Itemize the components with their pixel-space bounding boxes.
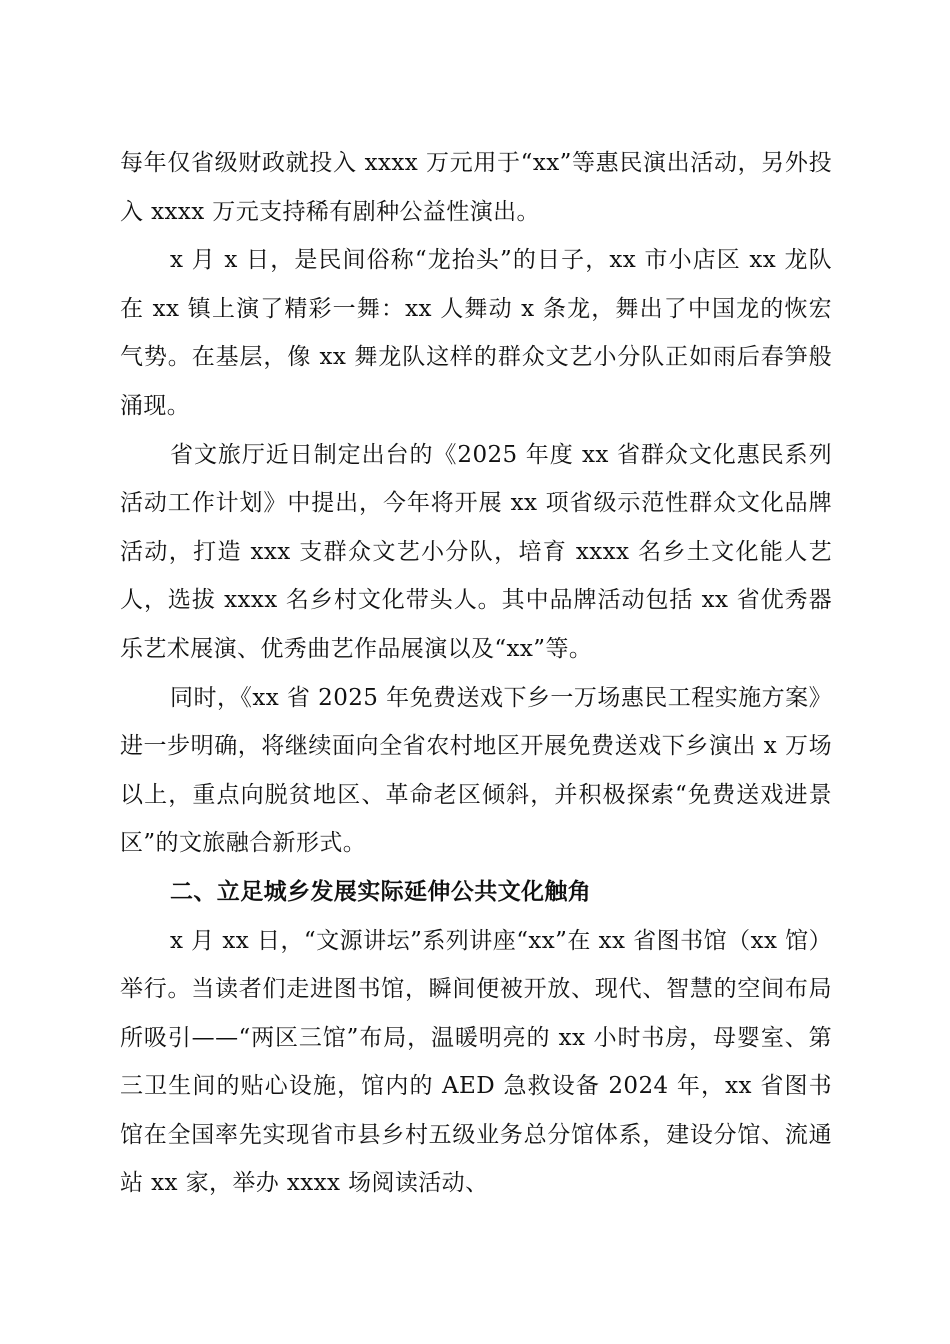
document-body [120,139,832,1208]
paragraph-library: x 月 xx 日，“文源讲坛”系列讲座“xx”在 xx 省图书馆（xx 馆）举行。当读者们走进图书馆，瞬间便被开放、现代、智慧的空间布局所吸引——“两区三馆”布局，温暖明亮的 xx 小时书房，母婴室、第三卫生间的贴心设施，馆内的 AED 急救设备 2024 年，xx 省图书馆在全国率先实现省市县乡村五级业务总分馆体系，建设分馆、流通站 xx 家，举办 xxxx 场阅读活动、 [120,927,832,1197]
section-heading: 二、立足城乡发展实际延伸公共文化触角 [170,878,592,905]
paragraph-dragon-dance: x 月 x 日，是民间俗称“龙抬头”的日子，xx 市小店区 xx 龙队在 xx 镇上演了精彩一舞：xx 人舞动 x 条龙，舞出了中国龙的恢宏气势。在基层，像 xx 舞龙队这样的群众文艺小分队正如雨后春笋般涌现。 [120,247,832,419]
paragraph-work-plan: 省文旅厅近日制定出台的《2025 年度 xx 省群众文化惠民系列活动工作计划》中提出，今年将开展 xx 项省级示范性群众文化品牌活动，打造 xxx 支群众文艺小分队，培育 xxxx 名乡土文化能人艺人，选拔 xxxx 名乡村文化带头人。其中品牌活动包括 xx 省优秀器乐艺术展演、优秀曲艺作品展演以及“xx”等。 [120,441,832,662]
paragraph-funding: 每年仅省级财政就投入 xxxx 万元用于“xx”等惠民演出活动，另外投入 xxxx 万元支持稀有剧种公益性演出。 [120,150,832,225]
paragraph-opera-plan: 同时，《xx 省 2025 年免费送戏下乡一万场惠民工程实施方案》进一步明确，将继续面向全省农村地区开展免费送戏下乡演出 x 万场以上，重点向脱贫地区、革命老区倾斜，并积极探索“免费送戏进景区”的文旅融合新形式。 [120,684,832,857]
